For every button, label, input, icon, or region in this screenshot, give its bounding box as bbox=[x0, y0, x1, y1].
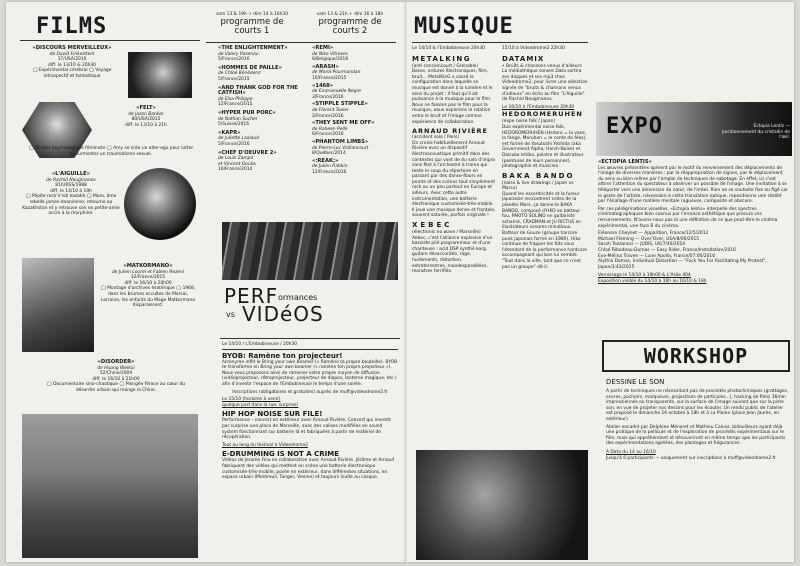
expo-vernissage: Vernissage le 14/10 à 19h00 & L'Asile 404 bbox=[598, 273, 691, 279]
program-sheet bbox=[6, 2, 794, 562]
perf-photo-escalator bbox=[222, 222, 398, 280]
court-item: «HOMMES DE PAILLE» de Chloé Bénédenz 5/France/2015 bbox=[218, 64, 282, 82]
film-director: de Jason Banker bbox=[128, 111, 164, 117]
film-still-aiguille bbox=[124, 168, 196, 240]
musique-date-1: Le 14/10 & l'Embobineuse 20h30 bbox=[412, 46, 485, 51]
perf-content bbox=[222, 342, 398, 483]
court-item: «HYPER PUR PORC» de Nathan Sucher 5/Suisse/2016 bbox=[218, 109, 276, 128]
court-item: «1468» de Emmanuelle Negre 3/France/2016 bbox=[312, 82, 361, 100]
artist-baka-bando-text: Quand les excentricités et la fureur japonaise rencontrent celles de la planète Mars, ça donne le BAKA BANDO, composé d'HKO en batteur fou, PAKITO SOLINO en guitariste acharné, CRADMAN et JU RICTUS en illustrateurs sonores minutieux. Batteur de Gouze (groupe harcore punk japonais formé en 1980). Hiko continue de frapper les fûts sous l'étendard de la performance hardcore accompagnant qui bon lui semble. "Tout dans la ville, tant que ce n'est pas un groupe" dit-il. bbox=[502, 191, 587, 270]
film-still-disorder bbox=[22, 414, 198, 558]
musique-title: MUSIQUE bbox=[414, 14, 514, 39]
film-description: ◯ Documentaire sino-chaotique ◯ Plongée féroce au cœur du désordre urbain qui mange la Chine. bbox=[46, 382, 186, 393]
perf-date-2: Le 15/10 (horaires à venir) bbox=[222, 397, 281, 403]
film-item-4 bbox=[100, 264, 196, 309]
film-meta: 81/URSS/1988 bbox=[55, 183, 87, 189]
musique-col-2: 15/10 à Videodrome2 22h30 DATAMIX • Bruits & chansons venus d'ailleurs La médiathèque sonore Data sortira ses disques et ses mp3 chez Videodrome2, pour livrer une sélection signée de "bruits & chansons venus d'ailleurs" en écho au film "L'Aiguille" de Rachid Nougmanov. Le 16/10 à l'Embobineuse 20h30 HEDOROMERUHEN (expe noise folk / Japan) Duo expérimental noise folk, HEDOROMERUHEN (Hedoro = la vase, la fange, Meruhen = le conte de fées), est formé de Yasutoshi Yoshida (aka Government Alpha, Harsh-Noise) et Daisuke Ishiba, peintre et illustrateur (peintures de leurs personnes), photographie et musicien. BAKA BANDO (noise & live drawings / Japon vs Marsu) Quand les excentricités et la fureur japonaise rencontrent celles de la planète Mars, ça donne le BAKA BANDO, composé d'HKO en batteur fou, PAKITO SOLINO en guitariste acharné, CRADMAN et JU RICTUS en illustrateurs sonores minutieux. Batteur de Gouze (groupe harcore punk japonais formé en 1980). Hiko continue de frapper les fûts sous l'étendard de la performance hardcore accompagnant qui bon lui semble. "Tout dans la ville, tant que ce n'est pas un groupe" dit-il. bbox=[502, 46, 588, 270]
film-screening: diff. le 13/10 à 21h bbox=[125, 122, 167, 128]
perf-heading-3: E-DRUMMING IS NOT A CRIME bbox=[222, 450, 339, 459]
film-still-discours bbox=[128, 52, 192, 98]
film-item-2 bbox=[98, 106, 194, 128]
court-item: «CHEF D'OEUVRE 2» de Louis Zampa et Vincent Goulia 10/France/2014 bbox=[218, 149, 277, 173]
courts-1-title: programme de courts 1 bbox=[220, 16, 284, 36]
artist-xebec-text: Xebec, c'est l'alliance explosive d'un bassiste pilé programmeur et d'une chanteuse : acid DSP synthé korg, guitare désaccordée, rage, hurlements, distortion, extraterrestres, mondesparallèles, monstres terrifiés. bbox=[412, 235, 493, 275]
court-item: «KAPR» de Juliette Laalaud 5/France/2016 bbox=[218, 129, 259, 147]
expo-credits bbox=[598, 231, 788, 270]
film-director: de Julien Lourel et Fabien Rezeni bbox=[112, 269, 184, 275]
musique-date-3: Le 16/10 à l'Embobineuse 20h30 bbox=[502, 104, 575, 110]
workshop-content bbox=[606, 378, 790, 461]
workshop-note: Jusqu'à 6 participants — uniquement sur inscriptions à muff@videodrome2.fr bbox=[606, 455, 776, 461]
courts-1-schedule: sam 13 & 19h + dim 14 à 16h30 bbox=[216, 12, 288, 17]
artist-datamix-text: La médiathèque sonore Data sortira ses disques et ses mp3 chez Videodrome2, pour livrer une sélection signée de "bruits & chansons venus d'ailleurs" en écho au film "L'Aiguille" de Rachid Nougmanov. bbox=[502, 69, 588, 103]
film-title: «L'AIGUILLE» bbox=[51, 171, 91, 177]
courts-2-list bbox=[312, 46, 398, 177]
film-director: de Huang Weikai bbox=[97, 365, 135, 371]
film-meta: 32/France/2015 bbox=[130, 275, 166, 281]
perf-text-3: Vidéos de Jerome Fino en collaboration avec Arnaud Rivière. Jérôme et Arnaud fabriquent des vidéos qui mettent en scène une batterie électronique customisée-très-mobile, posée en extérieur, dans différentes situations, en espace urbain (Montreuil, Tanger, Vienne) et toujours (suite au casque. bbox=[222, 458, 395, 481]
film-description: ◯ Expérimental cérébral ◯ Voyage introspectif et fantastique bbox=[32, 68, 112, 79]
artist-metalking: METALKING bbox=[412, 54, 471, 63]
film-screening: diff. le 14/10 à 19h bbox=[50, 188, 92, 194]
film-title: «DISCOURS MERVEILLEUX» bbox=[32, 45, 112, 51]
expo-text-1: Les œuvres présentées opèrent par le motif du renversement des déplacements de l'image de diverses manières : par la réappropriation de signes, par le déplacement du sens ou bien même par l'emploi de techniques de sabotage. En effet, ici c'est attirer l'attention du spectateur à observer un possible de l'image. Une invitation à se téléporter vers une dimension du cœur, de l'irréel. Rien ne se souhaite fixe ou figé car le geste de l'artiste, nécessaire à cette translation optique, repositionne une réalité par l'énallage d'une matière mentale rugueuse, composite et obscure. bbox=[598, 165, 788, 205]
film-director: de Rachid Nougmanov bbox=[46, 177, 96, 183]
perf-date-2b: quelque part dans la rue, surprise! bbox=[222, 402, 299, 408]
film-description-felt: ◯ Thriller psychologique féministe ◯ Amy se crée un alter-ego pour lutter et surmonter un traumatisme sexuel. bbox=[28, 146, 194, 157]
court-item: «THEY SENT ME OFF» de Raheen Pelle 6/France/2016 bbox=[312, 120, 375, 138]
expo-credit: Eléonore Cheynet — Apparition, France/12/5/2012 bbox=[598, 231, 709, 237]
perf-heading-2: HIP HOP NOISE SUR FILE! bbox=[222, 410, 323, 419]
perf-date-1: Le 14/10 / L'Embobineuse / 20h30 bbox=[222, 342, 298, 347]
film-description: ◯ Montage d'archives ésotérique ◯ 1968, dans les brumes occultes de Marsal, Lorraine, les enfants du Mage Matkormano disparaissent. bbox=[100, 286, 196, 309]
musique-col-1: Le 14/10 & l'Embobineuse 20h30 METALKING (anti-conciencourt / Grenoble) Basse, ordures électroniques, film, bruit… MetalKinG a cassé la configuration dans laquelle sa musique est donné à la lumière et le sens du projet : Il faut qu'il ait puissance à la musique pour le film. Nous ne faisons pas le film pour la musique, nous explorons la relation entre le bruit et l'image comme expérience de collaboration. ARNAUD RIVIÈRE (accident solo / Paris) On croise habituellement Arnaud Rivière avec un dispositif électroacoustique primitif dans des contextes qui vont de du solo d'impro sans filet à l'orchestre à trame qui tente le coup du répertoire en passant par des danse-floors en pointe et des scènes tout simplement rock ou un peu partout en Europe et ailleurs. Avec cette autre instrumentation, une batterie électronique customisée-très-mobile. Il joue une musique dense et frontale, souvent saturée, parfois virginale ! XEBEC (électronic no wave / Marseille) Xebec, c'est l'alliance explosive d'un bassiste pilé programmeur et d'une chanteuse : acid DSP synthé korg, guitare désaccordée, rage, hurlements, distortion, extraterrestres, mondesparallèles, monstres terrifiés. bbox=[412, 46, 496, 275]
film-screening: diff. le 16/10 à 21h00 bbox=[92, 376, 140, 382]
workshop-text-2: Atelier encadré par Delphine Ménoret et Mathieu Calvez, bidouilleurs ayant déjà une pratique de la pellicule et de l'exploration de procédés expérimentaux sur le film, mais qui appréhendent et découvriront en même temps que les participants des expérimentations agréées, des plantages et fulgurances. bbox=[606, 424, 786, 447]
film-meta: 37/USA/2010 bbox=[57, 57, 87, 63]
film-item-1 bbox=[24, 46, 120, 80]
film-item-5 bbox=[46, 360, 186, 394]
artist-metalking-text: Basse, ordures électroniques, film, bruit… MetalKinG a cassé la configuration dans laquelle sa musique est donné à la lumière et le sens du projet : Il faut qu'il ait puissance à la musique pour le film. Nous ne faisons pas le film pour la musique, nous explorons la relation entre le bruit et l'image comme expérience de collaboration. bbox=[412, 69, 493, 125]
artist-hedoromeruhen-text: Duo expérimental noise folk, HEDOROMERUHEN (Hedoro = la vase, la fange, Meruhen = le conte de fées), est formé de Yasutoshi Yoshida (aka Government Alpha, Harsh-Noise) et Daisuke Ishiba, peintre et illustrateur (peintures de leurs personnes), photographie et musicien. bbox=[502, 124, 587, 170]
workshop-title: WORKSHOP bbox=[643, 344, 749, 368]
expo-credit: Sarah Tezzanosi — JUDIS, UK/7/40/2014 bbox=[598, 242, 686, 248]
expo-text-2: Par ces pérégrinations visuelles, «Ectopia lentis» interpelle des spectres cinématographiques bien connus par l'errance esthétique que procure ces renversements. N'avons-nous pas là une définition de ce que peut-être le cinéma expérimental, une face B du cinéma. bbox=[598, 206, 778, 229]
artist-xebec: XEBEC bbox=[412, 221, 453, 230]
court-item: «PHANTOM LIMBS» de Pierre-Luc Vaillancourt 8/Québec/2014 bbox=[312, 138, 369, 157]
expo-credit: Michael Fleming — Over'Over, USA/8/00/2015 bbox=[598, 236, 700, 242]
perf-date-3: Tout au long du festival à Videodrome2 bbox=[222, 442, 308, 448]
film-meta: 52/Chine/2009 bbox=[99, 371, 133, 377]
perf-text-1b: Inscriptions (obligatoires et gratuites) auprès de muff@videodrome2.fr bbox=[232, 389, 388, 395]
film-director: de David Finkelstein bbox=[49, 51, 95, 57]
expo-credit: Chloé Ribadeau-Dumas — Easy Rider, France/Installation/2016 bbox=[598, 247, 736, 253]
expo-dates: Exposition visible du 14/10 à 16h au 16/10 & 18h bbox=[598, 278, 707, 284]
perf-text-1: Acronyme inflit le Bring your own beamer (« Ramène ta propre bouteille). BYOB te transforme en Bring your own beamer (« ramène ton propre projecteur »). Nous vous proposons ainsi de ramener votre propre moyen de diffusion (vidéoprojecteur, rétroprojecteur, projecteur de diapos, lanterne magique, etc.) afin d'investir l'espace de l'Embobineuse le temps d'une soirée. bbox=[222, 359, 398, 387]
film-screening: diff. le 13/10 & 20h30 bbox=[48, 62, 96, 68]
page-fold bbox=[404, 2, 407, 562]
expo-credit: Eve-Mélina Travee — Lune Apolla, France/07:00/2016 bbox=[598, 253, 715, 259]
workshop-title-box bbox=[602, 340, 790, 372]
court-item: «STIPPLE STIPPLE» de Florent Texier 2/France/2016 bbox=[312, 101, 368, 119]
artist-arnaud-riviere: ARNAUD RIVIÈRE bbox=[412, 127, 489, 136]
courts-1-list bbox=[218, 46, 302, 176]
court-item: «ARASH» de Morol Pourmandan 10/France/2015 bbox=[312, 63, 361, 81]
courts-2-title: programme de courts 2 bbox=[318, 16, 382, 36]
film-title: «DISORDER» bbox=[97, 359, 135, 365]
film-meta: 80/USA/2015 bbox=[131, 117, 161, 123]
workshop-date: A Data du 14 au 16/10 bbox=[606, 449, 656, 455]
artist-arnaud-riviere-text: On croise habituellement Arnaud Rivière avec un dispositif électroacoustique primitif dans des contextes qui vont de du solo d'impro sans filet à l'orchestre à trame qui tente le coup du répertoire en passant par des danse-floors en pointe et des scènes tout simplement rock ou un peu partout en Europe et ailleurs. Avec cette autre instrumentation, une batterie électronique customisée-très-mobile. Il joue une musique dense et frontale, souvent saturée, parfois virginale ! bbox=[412, 140, 496, 219]
film-title: «FELT» bbox=[136, 105, 156, 111]
film-still-matkormano bbox=[22, 258, 94, 352]
film-screening: diff. le 16/10 à 20h00 bbox=[124, 280, 172, 286]
films-title: FILMS bbox=[36, 14, 108, 39]
expo-caption: Ectopia Lentis — positionnement du cristallin de l'œil. bbox=[721, 124, 790, 141]
film-item-3 bbox=[22, 172, 120, 217]
artist-hedoromeruhen: HEDOROMERUHEN bbox=[502, 110, 583, 119]
workshop-text-1: A partir de techniques ne nécessitant pas de procédés photochimiques (grattages, encres, pochoirs, marqueurs, projections de particules...), hacking de films 16mm impressionnés ou transparents, sur la surface de l'image suivant que sur la piste son, en vue de projeter nos dessins pour les écouter. Un rendu public de l'atelier est proposé le dimanche 16 octobre à 18h et à La Plaine (place Jean Jaurès, en extérieur). bbox=[606, 389, 789, 422]
courts-2-schedule: sam 13 & 21h + dim 16 à 18h bbox=[316, 12, 384, 17]
musique-photo-concert bbox=[416, 450, 588, 560]
perf-title: PERF ormances vs VIDéOS bbox=[224, 284, 324, 326]
musique-date-2: 15/10 à Videodrome2 22h30 bbox=[502, 46, 565, 51]
film-description: ◯ Pépite rock'n'roll kazakh ◯ Moro, âme rebelle james-deanienne, retourne au Kazakhstan et y retrouve son ex petite-amie accro à la morphine. bbox=[22, 194, 120, 217]
expo-title: EXPO bbox=[606, 114, 663, 139]
expo-name: «ECTOPIA LENTIS» bbox=[598, 159, 652, 165]
court-item: «THE ENLIGHTENMENT» de Valery Pasenau 5/France/2016 bbox=[218, 45, 288, 63]
artist-datamix: DATAMIX bbox=[502, 54, 545, 63]
artist-baka-bando: BAKA BANDO bbox=[502, 171, 575, 180]
court-item: «:REAK:» de Julien Rabkin 12/France/2016 bbox=[312, 157, 348, 175]
court-item: «REMI» de Niko Vitrovec 6/Belgique/2016 bbox=[312, 45, 349, 63]
expo-credit: Alythia Damas, Individual Distortion — "Fuck You For Facilitating My Protest", Japon/3:43/2015 bbox=[598, 259, 767, 270]
film-title: «MATKORMANO» bbox=[123, 263, 173, 269]
expo-content bbox=[598, 160, 788, 284]
perf-heading-1: BYOB: Ramène ton projecteur! bbox=[222, 351, 343, 360]
court-item: «AND THANK GOD FOR THE CATFISH» de Elsa Philippe 12/France/2015 bbox=[218, 84, 298, 108]
workshop-subtitle: DESSINE LE SON bbox=[606, 378, 665, 386]
perf-text-2: Performance – concert en extérieur avec Arnaud Rivière. Concert qui investit par surprise une place de Marseille, avec des valises modifiées en sound system fonctionnant sur batterie lâ et fabriquées à partir de matériel de récupération. bbox=[222, 418, 391, 441]
